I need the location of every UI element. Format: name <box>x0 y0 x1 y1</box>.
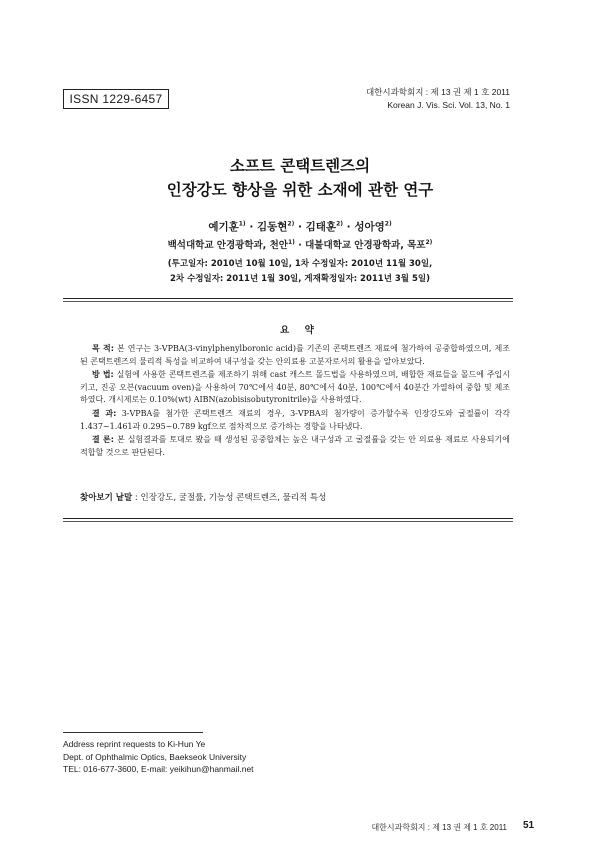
abstract-conclusion <box>80 434 510 459</box>
page-number: 51 <box>523 820 535 831</box>
abstract-text: 본 연구는 3-VPBA(3-vinylphenylboronic acid)를 기존의 콘택트렌즈 재료에 첨가하여 공중합하였으며, 제조된 콘택트렌즈의 물리적 특성을 비교하여 내구성을 갖는 안의료용 고분자로서의 활용을 알아보았다. <box>80 344 510 366</box>
divider-top-thin <box>63 301 513 302</box>
abstract-text: 본 실험결과를 토대로 봤을 때 생성된 공중합체는 높은 내구성과 고 굴절률을 갖는 안 의료용 재료로 사용되기에 적합할 것으로 판단된다. <box>80 435 510 457</box>
correspondence-line2: Dept. of Ophthalmic Optics, Baekseok University <box>63 751 247 762</box>
footer-journal: 대한시과학회지 : 제 13 권 제 1 호 2011 <box>371 823 507 832</box>
author-name: 김태훈 <box>305 221 337 233</box>
affiliation-part1: 백석대학교 안경광학과, 천안 <box>167 240 288 251</box>
affiliation <box>0 237 600 251</box>
abstract-text: 3-VPBA를 첨가한 콘택트렌즈 재료의 경우, 3-VPBA의 첨가량이 증가할수록 인장강도와 굴절률이 각각 1.437~1.461과 0.295~0.789 kgf으로 점차적으로 증가하는 경향을 나타냈다. <box>80 408 510 431</box>
journal-name-english: Korean J. Vis. Sci. Vol. 13, No. 1 <box>387 100 510 110</box>
submission-dates-line1: (투고일자: 2010년 10월 10일, 1차 수정일자: 2010년 11월 30일, <box>167 259 433 269</box>
correspondence-line1: Address reprint requests to Ki-Hun Ye <box>63 739 206 749</box>
author-name: 성아영 <box>354 221 385 233</box>
divider-bottom <box>63 518 513 519</box>
abstract-text: 실험에 사용한 콘택트렌즈를 제조하기 위해 cast 캐스트 몰드법을 사용하였으며, 배합한 재료들을 몰드에 주입시키고, 진공 오븐(vacuum oven)을 사용하여 70℃에서 40분, 80℃에서 40분, 100℃에서 40분간 가열하여 중합 및 제조하였다. 개시제로는 0.10%(wt) AIBN(azobisisobutyronitrile)을 사용하였다. <box>80 370 510 405</box>
author-separator: · <box>245 221 257 233</box>
abstract-label: 결 론: <box>92 435 114 445</box>
affiliation-part2: · 대불대학교 안경광학과, 목포 <box>294 240 426 251</box>
abstract-methods <box>80 369 510 407</box>
abstract-results <box>80 408 510 433</box>
abstract-body <box>80 343 510 460</box>
affiliation-mark2: 2) <box>425 238 433 246</box>
issn-box: ISSN 1229-6457 <box>63 89 169 109</box>
abstract-label: 목 적: <box>92 344 114 353</box>
author-list <box>0 219 600 234</box>
journal-name-korean: 대한시과학회지 : 제 13 권 제 1 호 2011 <box>365 87 510 97</box>
abstract-purpose <box>80 343 510 368</box>
author-name: 김동현 <box>256 221 288 233</box>
author-name: 예기훈 <box>208 221 239 233</box>
keywords-separator: : <box>132 493 141 503</box>
divider-top <box>63 298 513 299</box>
abstract-label: 방 법: <box>92 370 114 380</box>
paper-title-line2: 인장강도 향상을 위한 소재에 관한 연구 <box>166 181 434 199</box>
divider-bottom-thin <box>63 521 513 522</box>
footnote-rule <box>63 732 203 733</box>
abstract-label: 결 과: <box>92 408 117 418</box>
keywords-text: 인장강도, 굴절률, 기능성 콘택트렌즈, 물리적 특성 <box>140 493 327 503</box>
paper-title-line1: 소프트 콘택트렌즈의 <box>229 157 371 175</box>
author-affil-mark: 2) <box>336 220 344 228</box>
keywords <box>80 491 326 503</box>
abstract-heading: 요 약 <box>280 325 320 336</box>
author-affil-mark: 2) <box>287 220 295 228</box>
correspondence-address <box>63 738 254 776</box>
author-affil-mark: 1) <box>238 220 246 228</box>
author-separator: · <box>343 221 355 233</box>
correspondence-line3: TEL: 016-677-3600, E-mail: yeikihun@hanmail.net <box>63 764 254 774</box>
keywords-label: 찾아보기 낱말 <box>80 493 133 503</box>
journal-header <box>366 86 510 112</box>
author-separator: · <box>294 221 306 233</box>
submission-dates-line2: 2차 수정일자: 2011년 1월 30일, 게재확정일자: 2011년 3월 5일) <box>170 274 430 284</box>
affiliation-mark1: 1) <box>287 238 295 246</box>
author-affil-mark: 2) <box>384 220 392 228</box>
